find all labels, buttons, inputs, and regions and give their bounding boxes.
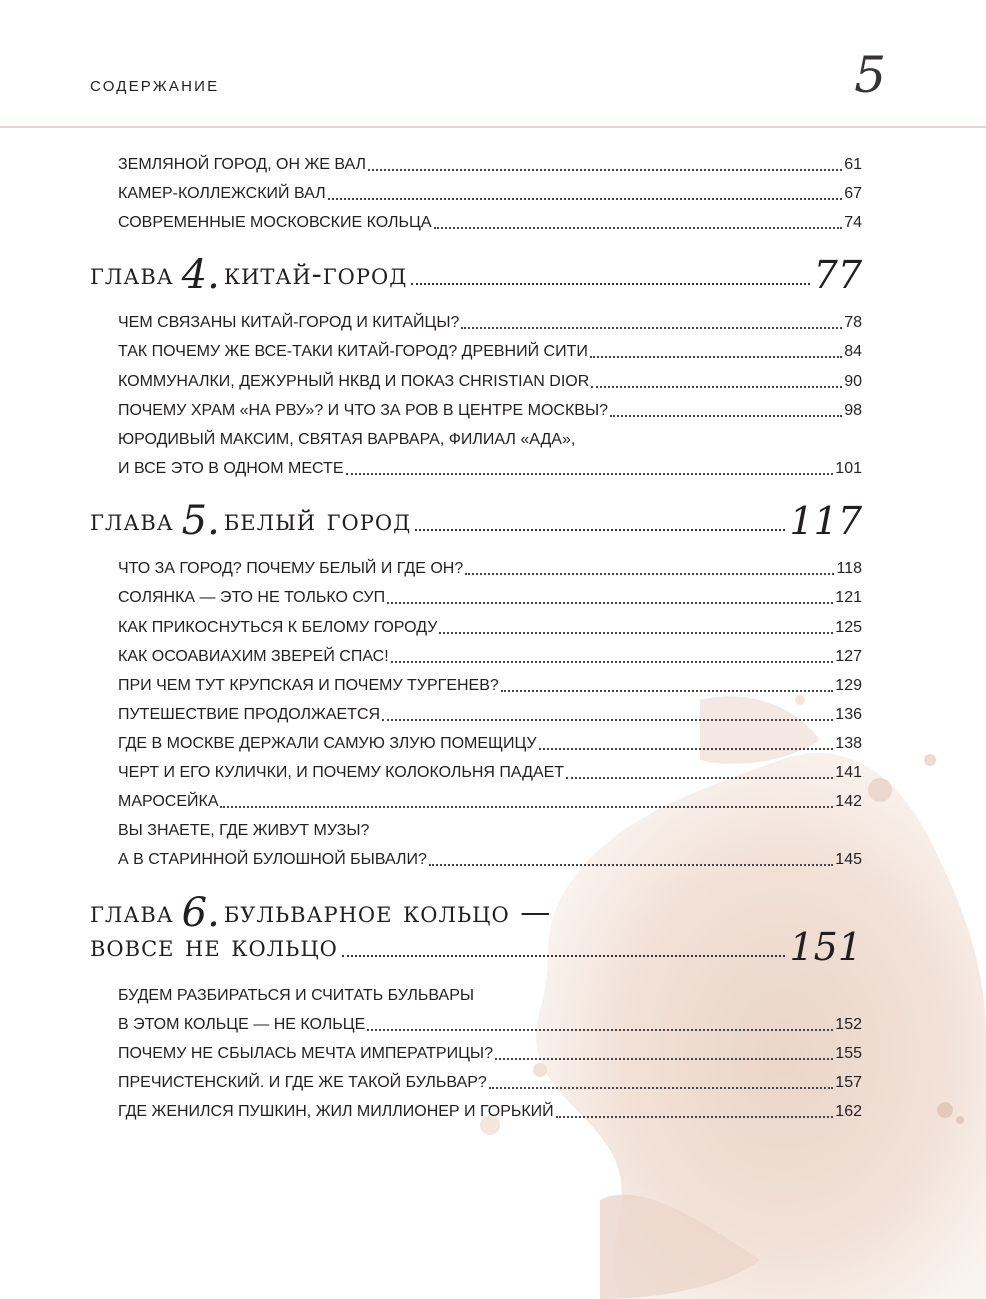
- toc-entry-page: 98: [844, 402, 862, 419]
- leader-dots: [415, 529, 785, 531]
- chapter-word: глава: [90, 503, 174, 538]
- toc-entry[interactable]: [118, 176, 862, 204]
- leader-dots: [367, 1029, 833, 1031]
- page-number: 5: [854, 46, 886, 104]
- toc-entry-page: 142: [835, 793, 862, 810]
- toc-entry-page: 78: [844, 314, 862, 331]
- chapter-heading-6-line2[interactable]: [90, 924, 862, 969]
- toc-entry-title: КАМЕР-КОЛЛЕЖСКИЙ ВАЛ: [118, 185, 326, 202]
- toc-entry[interactable]: [118, 726, 862, 754]
- toc-entry[interactable]: [118, 610, 862, 638]
- toc-entry[interactable]: [118, 1036, 862, 1064]
- toc-entry-title: ПОЧЕМУ НЕ СБЫЛАСЬ МЕЧТА ИМПЕРАТРИЦЫ?: [118, 1045, 493, 1062]
- toc-entry[interactable]: [118, 305, 862, 333]
- toc-entry-page: 118: [836, 560, 862, 577]
- toc-entry-title: КОММУНАЛКИ, ДЕЖУРНЫЙ НКВД И ПОКАЗ CHRISTIAN DIOR: [118, 373, 590, 390]
- chapter-number: 4.: [181, 252, 220, 298]
- toc-entry[interactable]: [118, 393, 862, 421]
- toc-entry[interactable]: [118, 147, 862, 175]
- toc-entry-title: ПРЕЧИСТЕНСКИЙ. И ГДЕ ЖЕ ТАКОЙ БУЛЬВАР?: [118, 1074, 487, 1091]
- toc-entry-page: 101: [835, 460, 862, 477]
- toc-entry-page: 129: [835, 677, 862, 694]
- toc-entry-page: 155: [835, 1045, 862, 1062]
- leader-dots: [346, 473, 834, 475]
- toc-entry[interactable]: [118, 1094, 862, 1122]
- chapter-title-continued: вовсе не кольцо: [90, 929, 338, 964]
- toc-entry[interactable]: [118, 842, 862, 870]
- leader-dots: [501, 690, 834, 692]
- chapter-number: 6.: [181, 890, 220, 936]
- leader-dots: [591, 386, 842, 388]
- toc-entry-page: 125: [835, 619, 862, 636]
- leader-dots: [387, 602, 833, 604]
- toc-entry-page: 84: [844, 343, 862, 360]
- toc-entry[interactable]: [118, 580, 862, 608]
- leader-dots: [590, 356, 842, 358]
- toc-entry-title: БУДЕМ РАЗБИРАТЬСЯ И СЧИТАТЬ БУЛЬВАРЫ: [118, 987, 475, 1004]
- toc-entry-title: В ЭТОМ КОЛЬЦЕ — НЕ КОЛЬЦЕ: [118, 1016, 366, 1033]
- toc-entry-title: И ВСЕ ЭТО В ОДНОМ МЕСТЕ: [118, 460, 344, 477]
- toc-entry-title: ГДЕ В МОСКВЕ ДЕРЖАЛИ САМУЮ ЗЛУЮ ПОМЕЩИЦУ: [118, 735, 537, 752]
- leader-dots: [368, 169, 842, 171]
- toc-entry-page: 74: [844, 214, 862, 231]
- leader-dots: [434, 227, 843, 229]
- chapter-page: 151: [789, 925, 862, 969]
- leader-dots: [429, 864, 833, 866]
- toc-entry-first-line[interactable]: [118, 813, 862, 841]
- toc-entry-title: ЧЕМ СВЯЗАНЫ КИТАЙ-ГОРОД И КИТАЙЦЫ?: [118, 314, 460, 331]
- toc-entry-first-line[interactable]: [118, 978, 862, 1006]
- toc-entry-page: 152: [835, 1016, 862, 1033]
- toc-entry[interactable]: [118, 668, 862, 696]
- toc-entry-title: СОЛЯНКА — ЭТО НЕ ТОЛЬКО СУП: [118, 589, 386, 606]
- leader-dots: [566, 777, 833, 779]
- toc-entry-title: ГДЕ ЖЕНИЛСЯ ПУШКИН, ЖИЛ МИЛЛИОНЕР И ГОРЬКИЙ: [118, 1103, 554, 1120]
- toc-entry[interactable]: [118, 334, 862, 362]
- chapter-number: 5.: [181, 498, 220, 544]
- toc-entry[interactable]: [118, 697, 862, 725]
- toc-entry-title: МАРОСЕЙКА: [118, 793, 219, 810]
- toc-entry[interactable]: [118, 1007, 862, 1035]
- toc-entry-first-line[interactable]: [118, 422, 862, 450]
- leader-dots: [411, 283, 809, 285]
- chapter-heading-4[interactable]: [90, 252, 862, 298]
- toc-entry-title: ЗЕМЛЯНОЙ ГОРОД, ОН ЖЕ ВАЛ: [118, 156, 367, 173]
- leader-dots: [220, 806, 833, 808]
- leader-dots: [342, 955, 786, 957]
- chapter-word: глава: [90, 895, 174, 930]
- leader-dots: [539, 748, 834, 750]
- leader-dots: [382, 719, 833, 721]
- toc-entry-title: ПРИ ЧЕМ ТУТ КРУПСКАЯ И ПОЧЕМУ ТУРГЕНЕВ?: [118, 677, 499, 694]
- section-label: СОДЕРЖАНИЕ: [90, 78, 220, 95]
- toc-entry-title: СОВРЕМЕННЫЕ МОСКОВСКИЕ КОЛЬЦА: [118, 214, 432, 231]
- leader-dots: [391, 661, 834, 663]
- toc-entry[interactable]: [118, 784, 862, 812]
- toc-entry-page: 67: [844, 185, 862, 202]
- toc-entry-title: ПОЧЕМУ ХРАМ «НА РВУ»? И ЧТО ЗА РОВ В ЦЕНТРЕ МОСКВЫ?: [118, 402, 608, 419]
- toc-entry-page: 136: [835, 706, 862, 723]
- toc-entry[interactable]: [118, 205, 862, 233]
- toc-entry[interactable]: [118, 1065, 862, 1093]
- toc-entry-page: 157: [835, 1074, 862, 1091]
- toc-entry-page: 61: [844, 156, 862, 173]
- leader-dots: [556, 1116, 834, 1118]
- toc-entry-title: ТАК ПОЧЕМУ ЖЕ ВСЕ-ТАКИ КИТАЙ-ГОРОД? ДРЕВНИЙ СИТИ: [118, 343, 588, 360]
- toc-entry-page: 162: [835, 1103, 862, 1120]
- toc-entry[interactable]: [118, 364, 862, 392]
- toc-entry-title: ЧТО ЗА ГОРОД? ПОЧЕМУ БЕЛЫЙ И ГДЕ ОН?: [118, 560, 464, 577]
- toc-entry-title: ЮРОДИВЫЙ МАКСИМ, СВЯТАЯ ВАРВАРА, ФИЛИАЛ «АДА»,: [118, 431, 576, 448]
- toc-entry-title: ВЫ ЗНАЕТЕ, ГДЕ ЖИВУТ МУЗЫ?: [118, 822, 370, 839]
- chapter-title: белый город: [223, 503, 412, 538]
- toc-entry-title: ЧЕРТ И ЕГО КУЛИЧКИ, И ПОЧЕМУ КОЛОКОЛЬНЯ ПАДАЕТ: [118, 764, 565, 781]
- toc-entry-page: 138: [835, 735, 862, 752]
- toc-entry-title: КАК ОСОАВИАХИМ ЗВЕРЕЙ СПАС!: [118, 648, 389, 665]
- toc-entry-page: 127: [835, 648, 862, 665]
- leader-dots: [461, 327, 842, 329]
- chapter-title: бульварное кольцо —: [223, 895, 552, 930]
- toc-entry-page: 90: [844, 373, 862, 390]
- chapter-page: 77: [813, 253, 862, 297]
- chapter-page: 117: [789, 499, 862, 543]
- leader-dots: [495, 1058, 833, 1060]
- chapter-heading-5[interactable]: [90, 498, 862, 544]
- toc-entry-page: 145: [835, 851, 862, 868]
- chapter-word: глава: [90, 257, 174, 292]
- toc-entry-page: 121: [835, 589, 862, 606]
- chapter-title: китай-город: [223, 257, 408, 292]
- toc-entry-title: А В СТАРИННОЙ БУЛОШНОЙ БЫВАЛИ?: [118, 851, 427, 868]
- toc-entry-page: 141: [835, 764, 862, 781]
- toc-entry-title: КАК ПРИКОСНУТЬСЯ К БЕЛОМУ ГОРОДУ: [118, 619, 438, 636]
- leader-dots: [610, 415, 842, 417]
- toc-entry[interactable]: [118, 639, 862, 667]
- toc-entry[interactable]: [118, 755, 862, 783]
- toc-entry[interactable]: [118, 551, 862, 579]
- toc-entry[interactable]: [118, 451, 862, 479]
- leader-dots: [439, 632, 833, 634]
- leader-dots: [489, 1087, 834, 1089]
- leader-dots: [328, 198, 843, 200]
- leader-dots: [465, 573, 834, 575]
- toc-entry-title: ПУТЕШЕСТВИЕ ПРОДОЛЖАЕТСЯ: [118, 706, 381, 723]
